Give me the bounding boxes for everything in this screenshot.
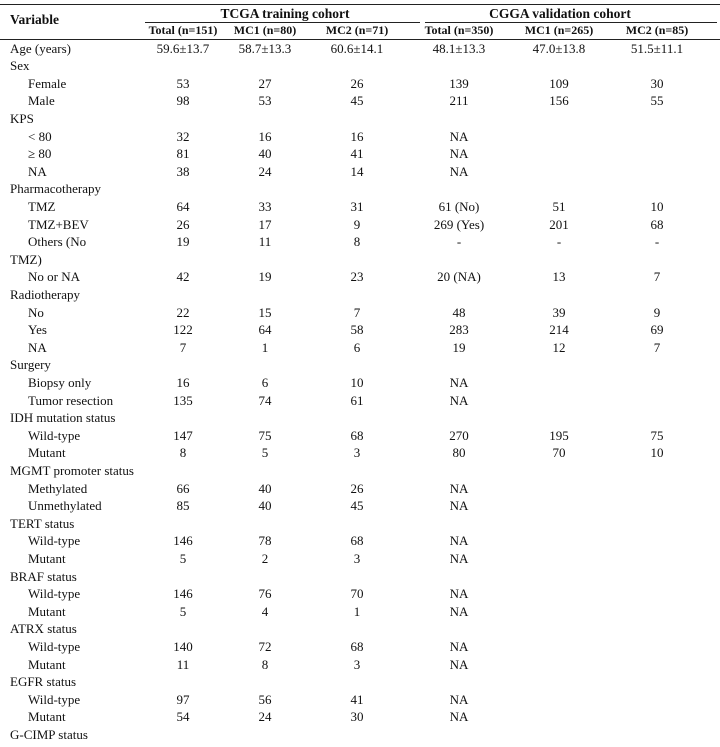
table-cell [504, 673, 614, 691]
table-cell [504, 515, 614, 533]
table-cell [504, 550, 614, 568]
row-label: Pharmacotherapy [10, 181, 101, 197]
row-label: Wild-type [28, 586, 81, 602]
row-label: Mutant [28, 445, 66, 461]
row-label: KPS [10, 110, 34, 126]
table-cell: 3 [353, 656, 361, 672]
table-cell [504, 638, 614, 656]
table-cell: 48 [452, 304, 466, 320]
table-cell [504, 286, 614, 304]
table-cell: 122 [173, 322, 193, 338]
table-cell: 7 [353, 304, 361, 320]
table-cell [602, 620, 712, 638]
table-cell: 70 [552, 445, 566, 461]
table-cell [504, 708, 614, 726]
row-label: TERT status [10, 515, 75, 531]
table-cell [504, 480, 614, 498]
table-cell: 4 [261, 603, 269, 619]
table-cell [602, 515, 712, 533]
table-cell: 54 [176, 709, 190, 725]
table-cell: 214 [549, 322, 569, 338]
table-cell: 26 [350, 75, 364, 91]
table-cell: 30 [650, 75, 664, 91]
row-label: No [28, 304, 44, 320]
table-cell: 2 [261, 550, 269, 566]
table-cell [602, 497, 712, 515]
table-cell: 56 [258, 691, 272, 707]
table-cell: 195 [549, 427, 569, 443]
table-cell: 51.5±11.1 [630, 40, 684, 56]
table-cell [302, 673, 412, 691]
table-cell [602, 585, 712, 603]
table-cell: 19 [452, 339, 466, 355]
table-cell: 16 [176, 374, 190, 390]
table-cell [504, 497, 614, 515]
row-label: G-CIMP status [10, 726, 88, 742]
table-cell: 135 [173, 392, 193, 408]
table-cell [302, 515, 412, 533]
table-cell [404, 568, 514, 586]
table-cell [602, 550, 712, 568]
cgga-group-header: CGGA validation cohort [489, 6, 631, 21]
row-label: No or NA [28, 269, 80, 285]
table-cell: 31 [350, 198, 364, 214]
table-cell: 61 (No) [438, 198, 480, 214]
row-label: Female [28, 75, 67, 91]
table-cell [602, 180, 712, 198]
table-cell: 59.6±13.7 [156, 40, 210, 56]
table-cell [302, 57, 412, 75]
table-cell [302, 251, 412, 269]
table-cell [504, 356, 614, 374]
row-label: ≥ 80 [28, 146, 52, 162]
table-cell: 61 [350, 392, 364, 408]
table-cell: 11 [258, 234, 272, 250]
row-label: Yes [28, 322, 47, 338]
table-cell: 68 [650, 216, 664, 232]
table-cell [504, 180, 614, 198]
table-cell [302, 409, 412, 427]
table-cell: 16 [258, 128, 272, 144]
table-cell [404, 515, 514, 533]
table-cell [602, 708, 712, 726]
table-cell: 39 [552, 304, 566, 320]
table-cell: 6 [261, 374, 269, 390]
table-cell: 8 [179, 445, 187, 461]
table-cell [404, 462, 514, 480]
table-cell: 7 [653, 339, 661, 355]
column-header: Total (n=151) [148, 23, 218, 37]
table-cell [404, 409, 514, 427]
table-cell: 66 [176, 480, 190, 496]
table-cell [602, 163, 712, 181]
table-cell [602, 392, 712, 410]
table-cell [602, 568, 712, 586]
table-cell [302, 180, 412, 198]
row-label: IDH mutation status [10, 410, 116, 426]
table-cell: - [556, 234, 562, 250]
table-cell: 8 [261, 656, 269, 672]
table-cell: 13 [552, 269, 566, 285]
table-cell [504, 620, 614, 638]
table-cell: 9 [653, 304, 661, 320]
table-cell: 23 [350, 269, 364, 285]
table-cell: 74 [258, 392, 272, 408]
table-cell: 68 [350, 427, 364, 443]
table-cell: 10 [650, 445, 664, 461]
table-cell: 97 [176, 691, 190, 707]
table-cell: 26 [176, 216, 190, 232]
table-cell: NA [449, 638, 469, 654]
table-cell [602, 251, 712, 269]
table-cell: 64 [176, 198, 190, 214]
table-cell: 47.0±13.8 [532, 40, 586, 56]
table-cell [602, 409, 712, 427]
table-cell: 45 [350, 93, 364, 109]
table-cell [602, 286, 712, 304]
row-label: < 80 [28, 128, 52, 144]
table-cell: 10 [650, 198, 664, 214]
table-cell [504, 409, 614, 427]
table-cell: 16 [350, 128, 364, 144]
table-cell: 19 [176, 234, 190, 250]
table-cell [602, 110, 712, 128]
table-cell [404, 251, 514, 269]
table-cell: NA [449, 392, 469, 408]
table-cell [602, 726, 712, 744]
table-cell: 20 (NA) [437, 269, 481, 285]
table-cell [504, 110, 614, 128]
table-cell: 68 [350, 638, 364, 654]
table-cell: 19 [258, 269, 272, 285]
table-cell [602, 638, 712, 656]
row-label: TMZ+BEV [28, 216, 89, 232]
table-cell: 22 [176, 304, 190, 320]
table-cell [404, 726, 514, 744]
table-cell [302, 110, 412, 128]
table-cell: 53 [258, 93, 272, 109]
column-header: MC2 (n=85) [625, 23, 689, 37]
table-cell: 1 [261, 339, 269, 355]
table-cell [504, 462, 614, 480]
table-cell: 7 [179, 339, 187, 355]
table-cell: 78 [258, 533, 272, 549]
table-cell: 64 [258, 322, 272, 338]
column-header: MC2 (n=71) [325, 23, 389, 37]
row-label: BRAF status [10, 568, 77, 584]
table-cell [504, 603, 614, 621]
column-header: MC1 (n=265) [524, 23, 594, 37]
table-cell [504, 163, 614, 181]
table-cell: 6 [353, 339, 361, 355]
table-cell: 32 [176, 128, 190, 144]
table-cell: 80 [452, 445, 466, 461]
table-cell: NA [449, 128, 469, 144]
row-label: Unmethylated [28, 498, 102, 514]
table-cell [504, 128, 614, 146]
table-cell [602, 532, 712, 550]
tcga-group-header: TCGA training cohort [220, 6, 350, 21]
table-cell: 7 [653, 269, 661, 285]
table-cell: 139 [449, 75, 469, 91]
table-cell: NA [449, 146, 469, 162]
table-cell: 72 [258, 638, 272, 654]
table-cell: NA [449, 586, 469, 602]
table-cell: 201 [549, 216, 569, 232]
row-label: Tumor resection [28, 392, 114, 408]
row-label: Sex [10, 58, 30, 74]
table-cell [302, 726, 412, 744]
row-label: Mutant [28, 550, 66, 566]
table-cell: NA [449, 498, 469, 514]
table-cell: 51 [552, 198, 566, 214]
table-cell [302, 462, 412, 480]
table-cell: 33 [258, 198, 272, 214]
table-cell: 40 [258, 146, 272, 162]
column-header: MC1 (n=80) [233, 23, 297, 37]
table-cell: 1 [353, 603, 361, 619]
table-cell: NA [449, 603, 469, 619]
table-cell [602, 128, 712, 146]
table-cell: 85 [176, 498, 190, 514]
table-cell [602, 145, 712, 163]
table-cell: 24 [258, 709, 272, 725]
table-cell: 42 [176, 269, 190, 285]
table-cell: NA [449, 163, 469, 179]
table-cell: NA [449, 533, 469, 549]
table-cell [404, 110, 514, 128]
table-cell [404, 180, 514, 198]
row-label: Methylated [28, 480, 88, 496]
table-cell: 81 [176, 146, 190, 162]
table-cell: 45 [350, 498, 364, 514]
table-cell [302, 286, 412, 304]
table-cell [302, 620, 412, 638]
table-cell [504, 726, 614, 744]
table-cell: 140 [173, 638, 193, 654]
row-label: Mutant [28, 656, 66, 672]
table-cell [404, 286, 514, 304]
table-cell [602, 691, 712, 709]
table-cell: - [456, 234, 462, 250]
table-cell: 147 [173, 427, 193, 443]
column-header: Total (n=350) [424, 23, 494, 37]
table-cell: 15 [258, 304, 272, 320]
table-cell: 156 [549, 93, 569, 109]
table-cell: 12 [552, 339, 566, 355]
table-cell: 3 [353, 550, 361, 566]
table-cell: 68 [350, 533, 364, 549]
table-cell [504, 57, 614, 75]
row-label: Male [28, 93, 55, 109]
table-cell [504, 656, 614, 674]
table-cell: 17 [258, 216, 272, 232]
table-cell [602, 356, 712, 374]
row-label: NA [28, 163, 47, 179]
row-label: Others (No [28, 234, 87, 250]
table-cell: 70 [350, 586, 364, 602]
table-cell [302, 356, 412, 374]
row-label: ATRX status [10, 621, 77, 637]
table-cell [504, 374, 614, 392]
table-cell [602, 374, 712, 392]
table-cell: 10 [350, 374, 364, 390]
table-cell: NA [449, 480, 469, 496]
table-cell [302, 568, 412, 586]
table-cell: 211 [449, 93, 469, 109]
table-cell [404, 356, 514, 374]
table-cell: 30 [350, 709, 364, 725]
table-cell: NA [449, 709, 469, 725]
row-label: NA [28, 339, 47, 355]
table-cell: 27 [258, 75, 272, 91]
table-cell: 5 [179, 550, 187, 566]
table-cell: 58 [350, 322, 364, 338]
table-cell: 5 [261, 445, 269, 461]
table-cell: 40 [258, 498, 272, 514]
table-cell [504, 691, 614, 709]
table-cell: NA [449, 691, 469, 707]
table-cell: 9 [353, 216, 361, 232]
table-cell: 146 [173, 586, 193, 602]
table-cell: 98 [176, 93, 190, 109]
table-cell: 48.1±13.3 [432, 40, 486, 56]
table-cell: 146 [173, 533, 193, 549]
table-cell [504, 532, 614, 550]
table-cell: - [654, 234, 660, 250]
row-label: Wild-type [28, 533, 81, 549]
table-cell [404, 673, 514, 691]
table-cell [504, 392, 614, 410]
row-label: Surgery [10, 357, 51, 373]
table-cell: 3 [353, 445, 361, 461]
row-label: Age (years) [10, 40, 71, 56]
table-cell: 5 [179, 603, 187, 619]
row-label: TMZ [28, 198, 56, 214]
table-cell: 58.7±13.3 [238, 40, 292, 56]
table-cell [602, 603, 712, 621]
row-label: Mutant [28, 603, 66, 619]
row-label: Mutant [28, 709, 66, 725]
table-cell [404, 57, 514, 75]
table-cell: 75 [258, 427, 272, 443]
table-cell: NA [449, 656, 469, 672]
table-cell: 269 (Yes) [433, 216, 485, 232]
table-cell [504, 251, 614, 269]
table-cell: 53 [176, 75, 190, 91]
table-cell: 109 [549, 75, 569, 91]
table-cell [504, 585, 614, 603]
table-cell: 26 [350, 480, 364, 496]
table-cell [602, 462, 712, 480]
table-cell: 75 [650, 427, 664, 443]
table-cell: 55 [650, 93, 664, 109]
table-cell: 38 [176, 163, 190, 179]
table-cell: 24 [258, 163, 272, 179]
table-cell: 14 [350, 163, 364, 179]
row-label: Biopsy only [28, 374, 92, 390]
row-label: MGMT promoter status [10, 462, 134, 478]
table-cell [504, 145, 614, 163]
table-cell: 69 [650, 322, 664, 338]
row-label: Wild-type [28, 427, 81, 443]
variable-header: Variable [10, 12, 60, 27]
row-label: Wild-type [28, 638, 81, 654]
table-cell: NA [449, 550, 469, 566]
table-cell [404, 620, 514, 638]
table-cell: 41 [350, 146, 364, 162]
table-cell [602, 57, 712, 75]
table-cell [602, 656, 712, 674]
table-cell: 270 [449, 427, 469, 443]
table-cell [504, 568, 614, 586]
row-label: Radiotherapy [10, 286, 81, 302]
table-cell [602, 480, 712, 498]
table-cell: 8 [353, 234, 361, 250]
table-cell: 60.6±14.1 [330, 40, 384, 56]
table-cell: NA [449, 374, 469, 390]
table-cell: 11 [176, 656, 190, 672]
table-cell [602, 673, 712, 691]
row-label: EGFR status [10, 674, 77, 690]
table-cell: 40 [258, 480, 272, 496]
table-cell: 283 [449, 322, 469, 338]
row-label: TMZ) [10, 251, 42, 267]
table-cell: 41 [350, 691, 364, 707]
table-cell: 76 [258, 586, 272, 602]
row-label: Wild-type [28, 691, 81, 707]
